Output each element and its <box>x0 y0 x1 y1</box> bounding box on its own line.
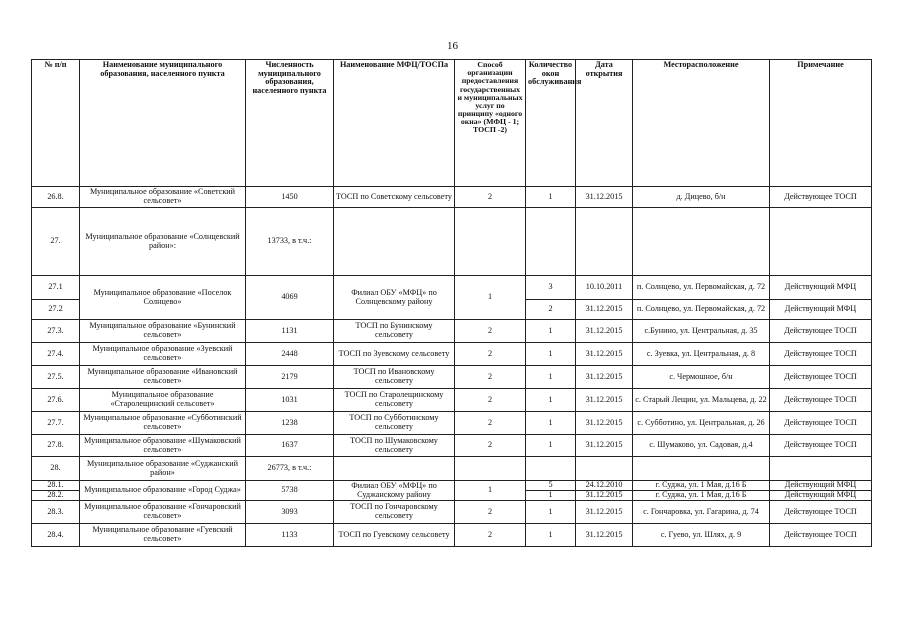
cell-center: ТОСП по Советскому сельсовету <box>334 187 455 208</box>
header-mo: Наименование муниципального образования, населенного пункта <box>80 60 246 187</box>
mfc-table <box>31 59 872 547</box>
cell-population: 5738 <box>246 481 334 501</box>
cell-mo: Муниципальное образование «Субботинский сельсовет» <box>80 412 246 435</box>
cell-location: п. Солнцево, ул. Первомайская, д. 72 <box>633 300 770 320</box>
cell-date: 31.12.2015 <box>576 187 633 208</box>
cell-windows: 1 <box>526 187 576 208</box>
cell-note: Действующее ТОСП <box>770 389 872 412</box>
cell-mo: Муниципальное образование «Поселок Солнцево» <box>80 276 246 320</box>
cell-location: п. Солнцево, ул. Первомайская, д. 72 <box>633 276 770 300</box>
cell-num: 28.2. <box>32 491 80 501</box>
table-row <box>32 389 872 412</box>
cell-center: Филиал ОБУ «МФЦ» по Солнцевскому району <box>334 276 455 320</box>
cell-location: с.Бунино, ул. Центральная, д. 35 <box>633 320 770 343</box>
cell-date: 31.12.2015 <box>576 343 633 366</box>
table-row <box>32 343 872 366</box>
cell-location: с. Гуево, ул. Шлях, д. 9 <box>633 524 770 547</box>
cell-windows: 1 <box>526 435 576 457</box>
cell-mo: Муниципальное образование «Шумаковский сельсовет» <box>80 435 246 457</box>
cell-windows <box>526 457 576 481</box>
cell-date: 31.12.2015 <box>576 524 633 547</box>
cell-location: с. Старый Лещин, ул. Мальцева, д. 22 <box>633 389 770 412</box>
cell-mo: Муниципальное образование «Старолещинский сельсовет» <box>80 389 246 412</box>
cell-note: Действующее ТОСП <box>770 343 872 366</box>
cell-num: 28. <box>32 457 80 481</box>
cell-method: 2 <box>455 187 526 208</box>
cell-windows: 1 <box>526 491 576 501</box>
cell-method: 2 <box>455 412 526 435</box>
cell-date <box>576 457 633 481</box>
table-row <box>32 435 872 457</box>
header-windows: Количество окон обслуживания <box>526 60 576 187</box>
cell-note: Действующий МФЦ <box>770 481 872 491</box>
cell-date: 31.12.2015 <box>576 300 633 320</box>
cell-note: Действующий МФЦ <box>770 491 872 501</box>
table-row <box>32 501 872 524</box>
cell-num: 28.1. <box>32 481 80 491</box>
cell-num: 27.1 <box>32 276 80 300</box>
cell-population: 13733, в т.ч.: <box>246 208 334 276</box>
cell-population: 1450 <box>246 187 334 208</box>
cell-location: с. Гончаровка, ул. Гагарина, д. 74 <box>633 501 770 524</box>
cell-population: 3093 <box>246 501 334 524</box>
cell-windows: 3 <box>526 276 576 300</box>
cell-population: 2448 <box>246 343 334 366</box>
cell-center: ТОСП по Гуевскому сельсовету <box>334 524 455 547</box>
cell-windows: 1 <box>526 320 576 343</box>
cell-location <box>633 457 770 481</box>
cell-mo: Муниципальное образование «Суджанский район» <box>80 457 246 481</box>
cell-location: с. Субботино, ул. Центральная, д. 26 <box>633 412 770 435</box>
page-number: 16 <box>447 40 458 52</box>
cell-method: 2 <box>455 320 526 343</box>
cell-population: 4069 <box>246 276 334 320</box>
header-num: № п/п <box>32 60 80 187</box>
cell-note <box>770 208 872 276</box>
cell-date: 31.12.2015 <box>576 501 633 524</box>
cell-center: ТОСП по Гончаровскому сельсовету <box>334 501 455 524</box>
cell-date: 10.10.2011 <box>576 276 633 300</box>
cell-location: г. Суджа, ул. 1 Мая, д.16 Б <box>633 481 770 491</box>
cell-population: 1031 <box>246 389 334 412</box>
cell-method: 2 <box>455 366 526 389</box>
cell-method: 1 <box>455 276 526 320</box>
cell-num: 27.2 <box>32 300 80 320</box>
cell-num: 28.3. <box>32 501 80 524</box>
cell-note: Действующий МФЦ <box>770 276 872 300</box>
cell-mo: Муниципальное образование «Зуевский сельсовет» <box>80 343 246 366</box>
cell-method <box>455 208 526 276</box>
cell-num: 27.5. <box>32 366 80 389</box>
cell-center <box>334 457 455 481</box>
header-population: Численность муниципального образования, населенного пункта <box>246 60 334 187</box>
cell-note: Действующее ТОСП <box>770 366 872 389</box>
cell-population: 2179 <box>246 366 334 389</box>
cell-population: 1238 <box>246 412 334 435</box>
cell-windows: 5 <box>526 481 576 491</box>
cell-num: 27.4. <box>32 343 80 366</box>
table-row <box>32 276 872 300</box>
cell-method: 2 <box>455 343 526 366</box>
header-date: Дата открытия <box>576 60 633 187</box>
cell-center: ТОСП по Шумаковскому сельсовету <box>334 435 455 457</box>
header-method: Способ организации предоставления государственных и муниципальных услуг по принципу «одного окна» (МФЦ - 1; ТОСП -2) <box>455 60 526 187</box>
cell-date: 31.12.2015 <box>576 491 633 501</box>
cell-num: 26.8. <box>32 187 80 208</box>
table-row <box>32 208 872 276</box>
cell-windows: 1 <box>526 501 576 524</box>
cell-windows: 1 <box>526 412 576 435</box>
cell-method: 2 <box>455 435 526 457</box>
cell-mo: Муниципальное образование «Гончаровский сельсовет» <box>80 501 246 524</box>
cell-num: 27.6. <box>32 389 80 412</box>
cell-note: Действующий МФЦ <box>770 300 872 320</box>
cell-method: 1 <box>455 481 526 501</box>
cell-num: 27.7. <box>32 412 80 435</box>
cell-center: Филиал ОБУ «МФЦ» по Суджанскому району <box>334 481 455 501</box>
cell-date <box>576 208 633 276</box>
cell-center: ТОСП по Зуевскому сельсовету <box>334 343 455 366</box>
cell-windows: 1 <box>526 366 576 389</box>
cell-location: д. Дицево, б/н <box>633 187 770 208</box>
cell-note: Действующее ТОСП <box>770 187 872 208</box>
cell-date: 31.12.2015 <box>576 412 633 435</box>
header-row <box>32 60 872 187</box>
cell-location: г. Суджа, ул. 1 Мая, д.16 Б <box>633 491 770 501</box>
table-row <box>32 412 872 435</box>
cell-note: Действующее ТОСП <box>770 412 872 435</box>
cell-note: Действующее ТОСП <box>770 320 872 343</box>
cell-num: 27.3. <box>32 320 80 343</box>
cell-method: 2 <box>455 389 526 412</box>
cell-num: 27.8. <box>32 435 80 457</box>
cell-date: 31.12.2015 <box>576 366 633 389</box>
cell-center: ТОСП по Субботинскому сельсовету <box>334 412 455 435</box>
cell-location: с. Чермошное, б/н <box>633 366 770 389</box>
header-note: Примечание <box>770 60 872 187</box>
cell-population: 1131 <box>246 320 334 343</box>
cell-windows: 1 <box>526 389 576 412</box>
cell-num: 28.4. <box>32 524 80 547</box>
cell-note: Действующее ТОСП <box>770 501 872 524</box>
cell-mo: Муниципальное образование «Солнцевский район»: <box>80 208 246 276</box>
table-row <box>32 524 872 547</box>
table-row <box>32 457 872 481</box>
cell-mo: Муниципальное образование «Гуевский сельсовет» <box>80 524 246 547</box>
cell-date: 31.12.2015 <box>576 435 633 457</box>
cell-date: 31.12.2015 <box>576 389 633 412</box>
cell-population: 1133 <box>246 524 334 547</box>
header-center: Наименование МФЦ/ТОСПа <box>334 60 455 187</box>
cell-method: 2 <box>455 524 526 547</box>
cell-num: 27. <box>32 208 80 276</box>
cell-location: с. Зуевка, ул. Центральная, д. 8 <box>633 343 770 366</box>
cell-mo: Муниципальное образование «Город Суджа» <box>80 481 246 501</box>
cell-method: 2 <box>455 501 526 524</box>
cell-date: 31.12.2015 <box>576 320 633 343</box>
table-row <box>32 320 872 343</box>
cell-windows: 1 <box>526 343 576 366</box>
header-location: Месторасположение <box>633 60 770 187</box>
cell-windows: 1 <box>526 524 576 547</box>
cell-method <box>455 457 526 481</box>
cell-mo: Муниципальное образование «Советский сельсовет» <box>80 187 246 208</box>
table-row <box>32 187 872 208</box>
cell-location: с. Шумаково, ул. Садовая, д.4 <box>633 435 770 457</box>
cell-date: 24.12.2010 <box>576 481 633 491</box>
cell-windows <box>526 208 576 276</box>
cell-population: 1637 <box>246 435 334 457</box>
cell-center <box>334 208 455 276</box>
cell-mo: Муниципальное образование «Ивановский сельсовет» <box>80 366 246 389</box>
cell-note <box>770 457 872 481</box>
cell-location <box>633 208 770 276</box>
cell-population: 26773, в т.ч.: <box>246 457 334 481</box>
cell-center: ТОСП по Бунинскому сельсовету <box>334 320 455 343</box>
table-row <box>32 481 872 491</box>
cell-center: ТОСП по Ивановскому сельсовету <box>334 366 455 389</box>
cell-windows: 2 <box>526 300 576 320</box>
cell-note: Действующее ТОСП <box>770 435 872 457</box>
cell-note: Действующее ТОСП <box>770 524 872 547</box>
cell-center: ТОСП по Старолещинскому сельсовету <box>334 389 455 412</box>
cell-mo: Муниципальное образование «Бунинский сельсовет» <box>80 320 246 343</box>
table-row <box>32 366 872 389</box>
